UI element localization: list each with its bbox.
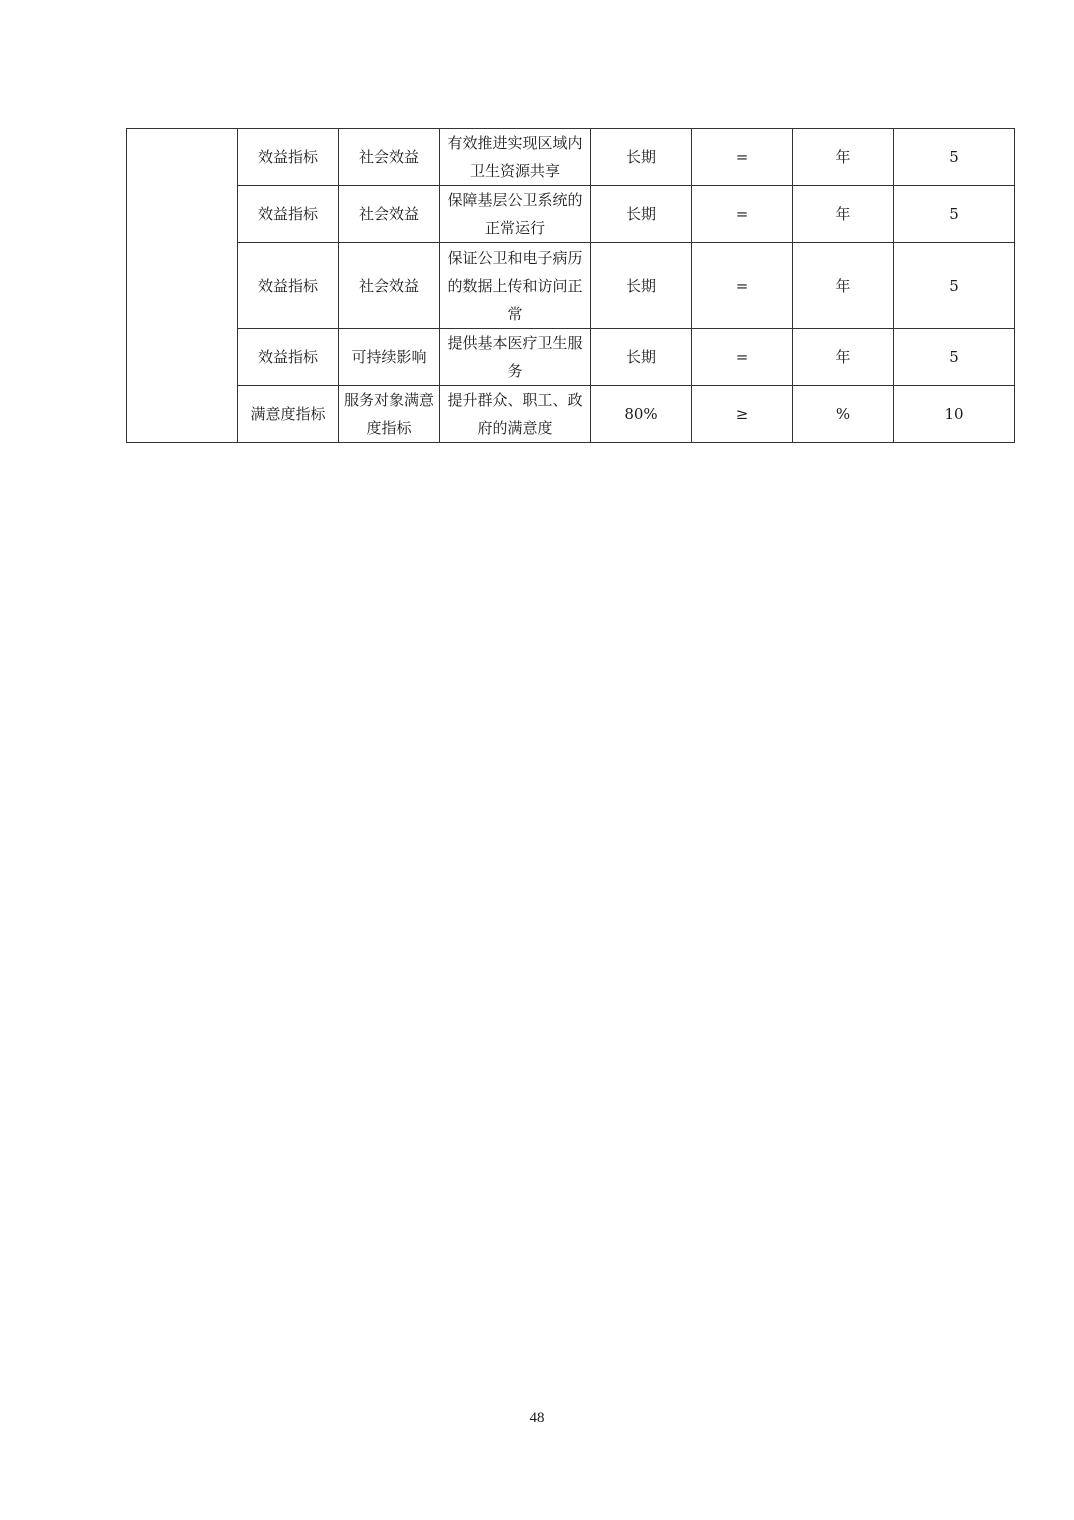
level2-indicator-cell: 社会效益 (339, 129, 440, 186)
target-value-cell: 长期 (591, 129, 692, 186)
score-cell: 5 (894, 243, 1015, 329)
operator-cell: = (692, 329, 793, 386)
page-number: 48 (529, 1410, 545, 1426)
level1-indicator-cell: 满意度指标 (238, 386, 339, 443)
target-value-cell: 长期 (591, 186, 692, 243)
operator-cell: = (692, 243, 793, 329)
unit-cell: 年 (793, 329, 894, 386)
level2-indicator-cell: 社会效益 (339, 186, 440, 243)
indicator-content-cell: 保障基层公卫系统的正常运行 (440, 186, 591, 243)
unit-cell: % (793, 386, 894, 443)
score-cell: 5 (894, 329, 1015, 386)
operator-cell: ≥ (692, 386, 793, 443)
unit-cell: 年 (793, 186, 894, 243)
level1-indicator-cell: 效益指标 (238, 243, 339, 329)
level2-indicator-cell: 可持续影响 (339, 329, 440, 386)
table-row (127, 243, 1015, 329)
score-cell: 10 (894, 386, 1015, 443)
target-value-cell: 长期 (591, 329, 692, 386)
table-row (127, 186, 1015, 243)
indicator-content-cell: 提升群众、职工、政府的满意度 (440, 386, 591, 443)
indicator-content-cell: 提供基本医疗卫生服务 (440, 329, 591, 386)
table-row (127, 386, 1015, 443)
level2-indicator-cell: 服务对象满意度指标 (339, 386, 440, 443)
score-cell: 5 (894, 186, 1015, 243)
table-row (127, 329, 1015, 386)
level1-indicator-cell: 效益指标 (238, 186, 339, 243)
merged-category-cell (127, 129, 238, 443)
level2-indicator-cell: 社会效益 (339, 243, 440, 329)
operator-cell: = (692, 129, 793, 186)
target-value-cell: 长期 (591, 243, 692, 329)
level1-indicator-cell: 效益指标 (238, 329, 339, 386)
unit-cell: 年 (793, 129, 894, 186)
performance-indicator-table (126, 128, 1015, 443)
indicator-content-cell: 保证公卫和电子病历的数据上传和访问正常 (440, 243, 591, 329)
score-cell: 5 (894, 129, 1015, 186)
target-value-cell: 80% (591, 386, 692, 443)
unit-cell: 年 (793, 243, 894, 329)
table-row (127, 129, 1015, 186)
indicator-content-cell: 有效推进实现区域内卫生资源共享 (440, 129, 591, 186)
operator-cell: = (692, 186, 793, 243)
level1-indicator-cell: 效益指标 (238, 129, 339, 186)
